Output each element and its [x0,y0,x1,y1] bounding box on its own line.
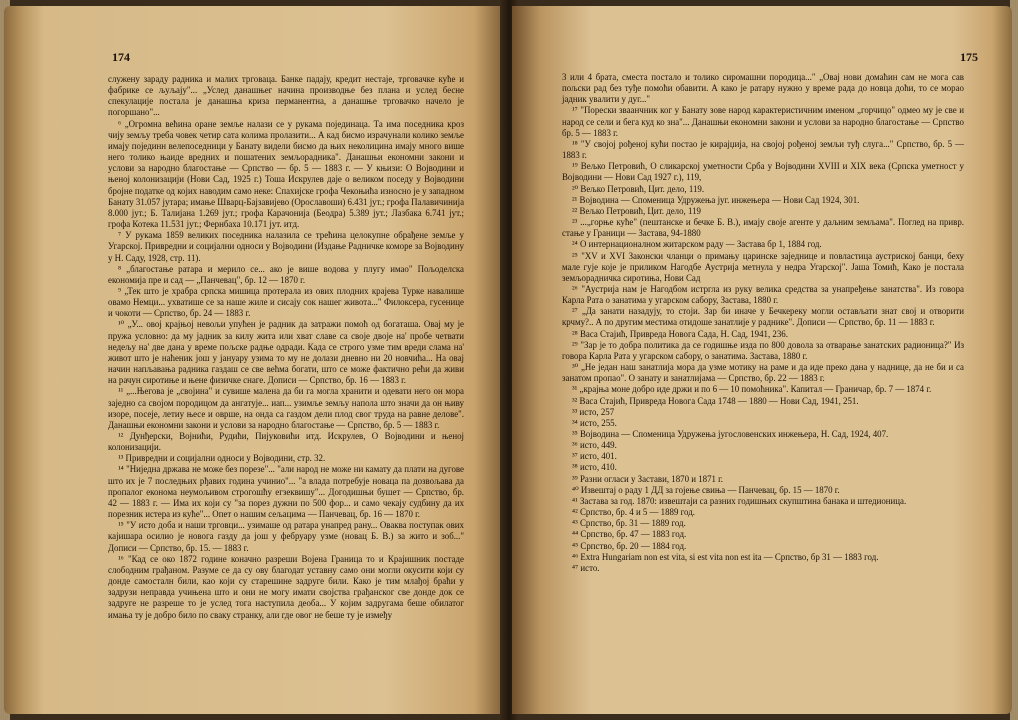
footnote: ⁴³ Српство, бр. 31 — 1889 год. [572,518,686,529]
footnote: ²⁸ Васа Стајић, Привреда Новога Сада, Н. Сад, 1941, 236. [572,328,788,339]
footnote: ³⁷ исто, 401. [572,451,617,462]
footnote: ¹² Дунђерски, Војнићи, Рудићи, Пијуковићи итд. Искрулев, О Војводини и њеној колонизацији. [108,431,464,453]
footnote: ⁷ У рукама 1859 великих поседника налазила се трећина целокупне обрађене земље у Угарској. Привредни и социјални односи у Војводини (Издање Радничке коморе за Војводину у Н. Саду, 1928, стр. 11). [108,230,464,263]
footnote: ³³ исто, 257 [572,406,615,417]
footnote: ¹¹ „...Његова је „својина" и сувише малена да би га могла хранити и одевати него он мора заједно са својом породицом да ангатује... иап... узимље земљу напола што значи да он њиву изоре, посеје, летиу њесе и овршe, на онда са газдом дели плод свог труда на равне делове". Данашњи економни закони и услови за народно благостање — Српство, бр. 5 — 1883 г. [108,386,464,430]
footnote: ¹³ Привредни и социјални односи у Војводини, стр. 32. [118,453,326,464]
footnote: ²⁵ "XV и XVI Законски чланци о примању царинске заједнице и повластица аустриској банци, беху мале гује које је приликом Нагодбе Аустрија метнула у недра Угарској". Јаша Томић, Како је постала земљорадничка сиротиња, Нови Сад [562,250,964,283]
footnote: ³⁴ исто, 255. [572,417,617,428]
footnote: ¹⁹ Вељко Петровић, О сликарској уметности Срба у Војводини XVIII и XIX века (Српска уметност у Војводини — Нови Сад 1927 г.), 119, [562,161,964,183]
footnote: ¹⁴ "Ниједна држава не може без порезе"... "али народ не може ни камату да плати на дугове што их је 7 последњих рђавих година учинио"... "а влада потребује новаца па дозвољава да пропалог економа неумољивом строгошћу егзеквишу"... Догодишњи бушет — Српство, бр. 42 — 1883 г. — Има их који су "за порез дужни по 500 фор... и само чекају судбину да их порезник истера из куће"... Опет о нашим сељацима — Панчевац, бр. 16 — 1870 г. [108,464,464,520]
footnote: ²⁰ Вељко Петровић, Цит. дело, 119. [572,183,705,194]
footnote: ¹⁸ "У својој рођеној кући постао је кирајџија, на својој рођеној земљи туђ слуга..." Српство, бр. 5 — 1883 г. [562,138,964,161]
footnote: ⁸ „благостање ратара и мерило се... ако је више водова у плугу имао" Пољоделска економија пре и сад — „Панчевац", бр. 12 — 1870 г. [108,263,464,285]
footnote: ²⁶ "Аустрија нам је Нагодбом истргла из руку велика средства за унапређење занатства". Из говора Карла Рата о занатима у угарском сабору, Застава, 1880 г. [562,283,964,306]
left-page [4,6,506,714]
footnote: ⁴² Српство, бр. 4 и 5 — 1889 год. [572,507,695,518]
footnote: ³⁰ „Не један наш занатлија мора да узме мотику на раме и да иде преко дана у наднице, да не би и са занатом пропао". О занату и занатлијама — Српство, бр. 22 — 1883 г. [562,362,964,384]
footnote: ²² Вељко Петровић, Цит. дело, 119 [572,205,701,216]
footnote: ²¹ Војводина — Споменица Удружења југ. инжењера — Нови Сад 1924, 301. [572,194,860,205]
left-page-body [108,74,464,621]
footnote: ⁴⁰ Извештај о раду 1 ДД за гојење свиња — Панчевац, бр. 15 — 1870 г. [572,484,840,495]
footnote: ¹⁶ "Кад се око 1872 године коначно разреши Војена Граница то и Крајишник постаде слободним грађаном. Разуме се да су ову благодат уставну само они могли окусити који су донде самосталн били, као који су старешине задруге били. Како је тим млађој браћи у задрузи неправда учињена што и они не могу имати својства грађанског све донде док се задруге не разреше то је услед тога наступила деоба... У којим задругама беше обилатог имања ту је добро било по сваку странку, али где овог не беше ту је између [108,553,464,620]
footnote: ³⁸ исто, 410. [572,462,617,473]
footnote: ⁴⁶ Extra Hungariam non est vita, si est vita non est ita — Српство, бр 31 — 1883 год. [572,551,879,562]
footnote: ¹⁰ „У... овој крајњој невољи упућен је радник да затражи помоћ од богаташа. Овај му је пружа условно: да му јадник за килу жита или хват славе са своје двоје на' пробе четвати недељу на' две дана у време пољске радње одради. Када се строго узме тим вреди слама на' живот што је наћеник још у јануару узима то му не долази дневно ни 20 новчића... На овај начин напљавања радника газдаш се све већма богати, што се може фактично рећи да живи на рачун сиротиње и њене физичке снаге. Дописи — Српство, бр. 16 — 1883 г. [108,319,464,386]
footnote: ⁴⁴ Српство, бр. 47 — 1883 год. [572,529,687,540]
page-number: 174 [112,50,130,64]
footnote: ²⁹ "Зар је то добра политика да се годишње изда по 800 довола за отварање занатских радионица?" Из говора Карла Рата у угарском сабору, о занатима. Застава, 1880 г. [562,339,964,361]
footnote: ²⁷ „Да занати назадују, то стоји. Зар би иначе у Бечкереку могли остављати знат свој и отворити крчму?.. А по другим местима отидоше занатлије у раднике". Дописи — Српство, бр. 11 — 1883 г. [562,306,964,328]
footnote: ¹⁷ "Порески зваанчник ког у Банату зове народ карактеристичним именом „горчицо" одмео му је све и народ се сели и бега куд ко зна"... Данашњи економни закони и услови за народно благостање — Српство бр. 5 — 1883 г. [562,105,964,138]
footnote: ⁶ „Огромна већина оране земље налази се у рукама појединаца. Та има поседника кроз чију земљу треба човек четир сата колима пролазити... А кад бисмо израчунали колико земље имају појединн велепоседници у Банату видели бисмо да њих неколицина имају много више него толико њаиде вредних и пошатених земљорадника". Данашњи економни закони и услови за народно благостање — Српство — бр. 5 — 1883 г. — У књизи: О Војводини и њеној колонизацији (Нови Сад, 1925 г.) Тоша Искрулев даје о великом поседу у Војводини бројне податке од којих наводим само неке: Спахијске грофа Чекоњића износно је у западном Банату 31.057 јутара; имање Шварц-Бајзавијево (Орославоши) 6.431 јут.; грофа Палавичинија 8.000 јут.; Б. Талијана 1.269 јут.; грофа Карачонија (Беодра) 5.389 јут.; Лазбака 6.741 јут.; грофа Котека 11.531 јут.; Фернбаха 10.171 јут. итд. [108,118,465,230]
page-number: 175 [960,50,978,64]
footnote: ²⁴ О интернационалном житарском раду — Застава бр 1, 1884 год. [572,239,822,250]
right-page [512,6,1012,714]
footnote: ⁹ „Тек што је храбра српска мишица протерала из ових плодних крајева Турке навалише овамо Немци... ухватише се за наше жиле и сисају сок нашег живота..." Филоксера, гусенице и чокоти — Српство, бр. 24 — 1883 г. [108,285,464,319]
footnote: ³⁶ исто, 449. [572,440,617,451]
footnote: ⁴¹ Застава за год. 1870: извештаји са разних годишњих скупштина банака и штедионица. [572,495,907,506]
paragraph: 3 или 4 брата, сместа постало и толико сиромашни породица..." „Овај нови домаћин сам не мога сав пољски рад без туђе помоћи обавити. А како је ратару нужно у време рада до новца доћи, то се морао јадник увалити у дуг..." [562,72,964,105]
right-page-body [562,72,964,574]
footnote: ⁴⁷ исто. [572,562,600,573]
footnote: ³¹ „крајња моне добро иде држи и по 6 — 10 помоћника". Капитал — Граничар, бр. 7 — 1874 г. [572,384,932,395]
footnote: ³² Васа Стајић, Привреда Новога Сада 1748 — 1880 — Нови Сад, 1941, 251. [572,395,859,406]
footnote: ²³ ...„горње куће" (пештанске и бечке Б. В.), имају своје агенте у даљним земљама". Поглед на привр. стање у Граници — Застава, 94-1880 [562,217,964,239]
footnote: ³⁹ Разни огласи у Застави, 1870 и 1871 г. [572,473,724,484]
paragraph: служену зараду радника и малих трговаца. Банке падају, кредит нестаје, трговачке куће и фабрике се љуљају"... „Услед данашњег начина производње без плана и услед бесне спекулације постала је данашња криза перманентна, а данашње трговачко начело је погоршано"... [108,74,464,118]
footnote: ⁴⁵ Српство, бр. 20 — 1884 год. [572,540,687,551]
footnote: ³⁵ Војводина — Споменица Удружења југословенских инжењера, Н. Сад, 1924, 407. [572,429,889,439]
footnote: ¹⁵ "У исто доба и наши трговци... узимаше од ратара унапред рану... Оваква поступак ових кајишара осилио је новога газду да још у фебруару узме (новац Б. В.) за жито и зоб..." Дописи — Српство, бр. 15. — 1883 г. [108,520,464,553]
